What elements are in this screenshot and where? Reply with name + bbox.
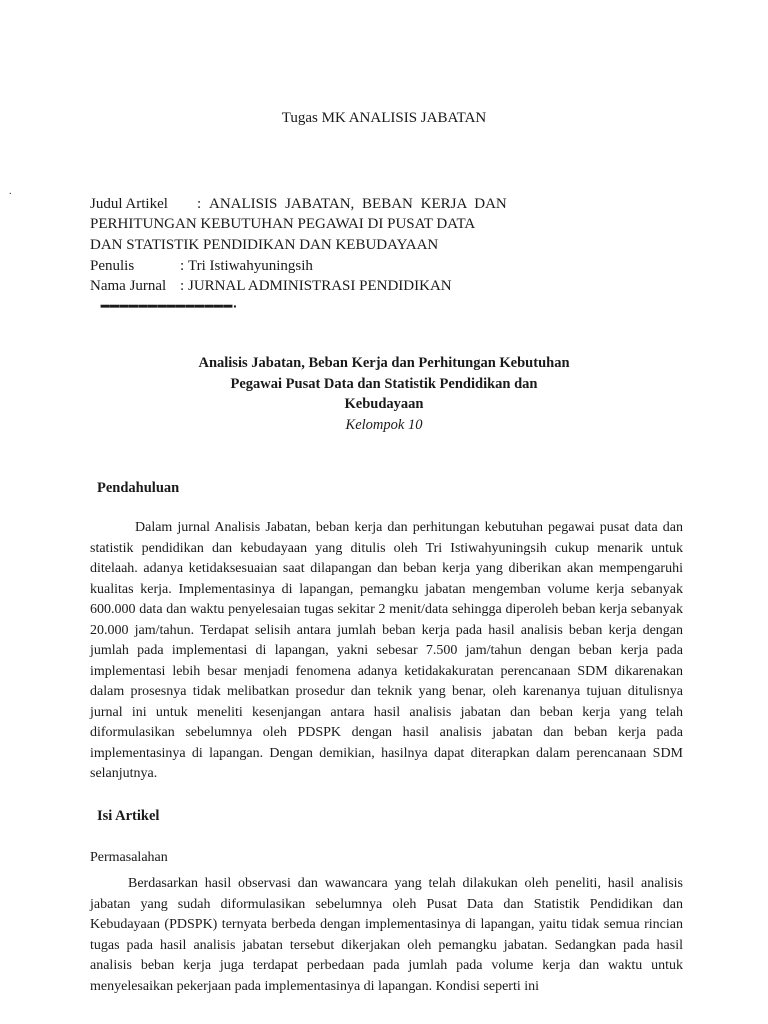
meta-penulis-label: Penulis [90, 258, 135, 274]
meta-jurnal-value: JURNAL ADMINISTRASI PENDIDIKAN [188, 278, 452, 294]
separator-line: ━━━━━━━━━━━━━━· [101, 298, 239, 314]
meta-judul-label: Judul Artikel [90, 196, 168, 212]
meta-judul-line2: PERHITUNGAN KEBUTUHAN PEGAWAI DI PUSAT DATA [90, 216, 476, 232]
meta-judul-line1: ANALISIS JABATAN, BEBAN KERJA DAN [209, 196, 507, 212]
pendahuluan-body [90, 518, 683, 785]
isi-artikel-body [90, 874, 683, 997]
meta-judul-line3: DAN STATISTIK PENDIDIKAN DAN KEBUDAYAAN [90, 237, 439, 253]
assignment-title: Tugas MK ANALISIS JABATAN [281, 110, 487, 126]
group-name: Kelompok 10 [345, 417, 423, 433]
meta-jurnal-label: Nama Jurnal [90, 278, 167, 294]
meta-colon: : [180, 278, 185, 294]
article-heading-line2: Pegawai Pusat Data dan Statistik Pendidikan dan [230, 376, 538, 392]
stray-mark: . [9, 186, 12, 197]
meta-colon: : [197, 196, 202, 212]
section-title-pendahuluan: Pendahuluan [97, 480, 180, 496]
article-heading-line3: Kebudayaan [344, 396, 424, 412]
pendahuluan-paragraph: Dalam jurnal Analisis Jabatan, beban kerja dan perhitungan kebutuhan pegawai pusat data dan statistik pendidikan dan kebudayaan yang ditulis oleh Tri Istiwahyuningsih cukup menarik untuk ditelaah. adanya ketidaksesuaian saat dilapangan dan beban kerja yang diberikan akan mempengaruhi kualitas kerja. Implementasinya di lapangan, pemangku jabatan mengemban volume kerja sebanyak 600.000 data dan waktu penyelesaian tugas sekitar 2 menit/data sehingga diperoleh beban kerja sebanyak 20.000 jam/tahun. Terdapat selisih antara jumlah beban kerja pada hasil analisis beban kerja dengan jumlah pada implementasi di lapangan, yakni sebesar 7.500 jam/tahun dengan beban kerja pada implementasi lebih besar menjadi fenomena adanya ketidakakuratan perencanaan SDM dikarenakan dalam prosesnya tidak melibatkan prosedur dan teknik yang benar, oleh karenanya tujuan ditulisnya jurnal ini untuk meneliti kesenjangan antara hasil analisis jabatan dan beban kerja yang telah diformulasikan sebelumnya oleh PDSPK dengan hasil analisis jabatan dan beban kerja pada implementasinya di lapangan. Dengan demikian, hasilnya dapat diterapkan dalam perencanaan SDM selanjutnya. [90, 520, 683, 781]
meta-penulis-value: Tri Istiwahyuningsih [188, 258, 313, 274]
meta-colon: : [180, 258, 185, 274]
section-title-isi-artikel: Isi Artikel [97, 808, 160, 824]
subheading-permasalahan: Permasalahan [90, 850, 168, 865]
article-heading-line1: Analisis Jabatan, Beban Kerja dan Perhitungan Kebutuhan [198, 355, 570, 371]
permasalahan-paragraph: Berdasarkan hasil observasi dan wawancara yang telah dilakukan oleh peneliti, hasil analisis jabatan yang sudah diformulasikan sebelumnya oleh Pusat Data dan Statistik Pendidikan dan Kebudayaan (PDSPK) ternyata berbeda dengan implementasinya di lapangan, yaitu tidak semua rincian tugas pada hasil analisis jabatan tersebut dikerjakan oleh pemangku jabatan. Sedangkan pada hasil analisis beban kerja juga terdapat perbedaan pada jumlah pada volume kerja dan waktu untuk menyelesaikan pekerjaan pada implementasinya di lapangan. Kondisi seperti ini [90, 876, 683, 994]
